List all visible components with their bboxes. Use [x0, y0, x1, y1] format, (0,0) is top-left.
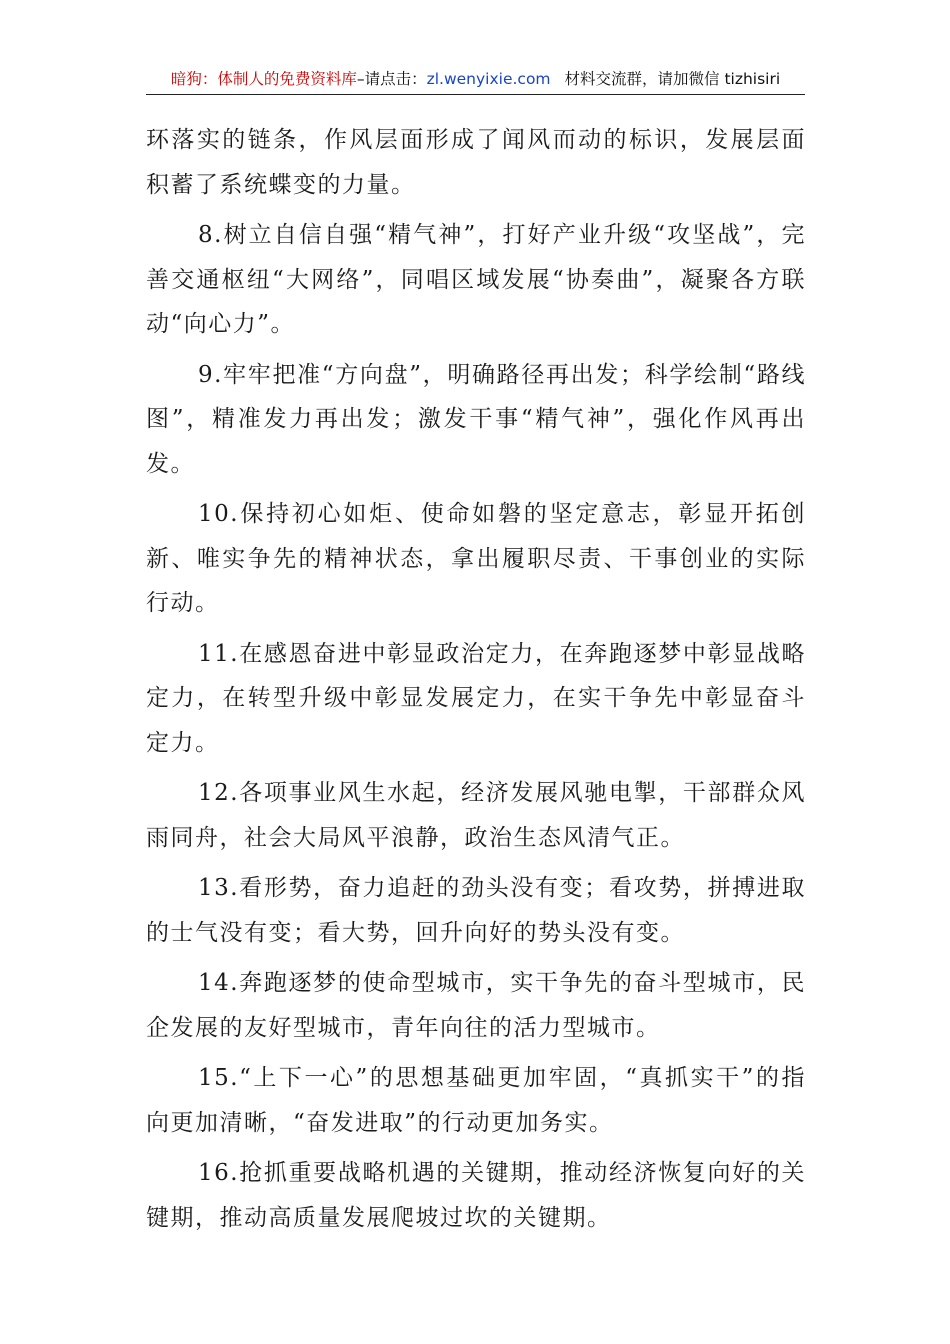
header-url-link[interactable]: zl.wenyixie.com — [426, 70, 551, 88]
paragraph-item-8: 8.树立自信自强“精气神”，打好产业升级“攻坚战”，完善交通枢纽“大网络”，同唱区域发展“协奏曲”，凝聚各方联动“向心力”。 — [146, 222, 806, 337]
paragraph-item-12: 12.各项事业风生水起，经济发展风驰电掣，干部群众风雨同舟，社会大局风平浪静，政治生态风清气正。 — [146, 780, 806, 851]
paragraph-item-11: 11.在感恩奋进中彰显政治定力，在奔跑逐梦中彰显战略定力，在转型升级中彰显发展定力，在实干争先中彰显奋斗定力。 — [146, 640, 806, 756]
paragraph-continuation: 环落实的链条，作风层面形成了闻风而动的标识，发展层面积蓄了系统蝶变的力量。 — [146, 127, 806, 198]
header-divider — [146, 94, 805, 95]
header-site-name: 暗狗：体制人的免费资料库 — [170, 70, 357, 88]
document-body — [146, 118, 806, 1246]
paragraph-item-15: 15.“上下一心”的思想基础更加牢固，“真抓实干”的指向更加清晰，“奋发进取”的行动更加务实。 — [146, 1065, 806, 1136]
paragraph-item-13: 13.看形势，奋力追赶的劲头没有变；看攻势，拼搏进取的士气没有变；看大势，回升向好的势头没有变。 — [146, 875, 806, 946]
paragraph-item-9: 9.牢牢把准“方向盘”，明确路径再出发；科学绘制“路线图”，精准发力再出发；激发干事“精气神”，强化作风再出发。 — [146, 361, 806, 477]
paragraph-item-14: 14.奔跑逐梦的使命型城市，实干争先的奋斗型城市，民企发展的友好型城市，青年向往的活力型城市。 — [146, 970, 806, 1041]
paragraph-item-16: 16.抢抓重要战略机遇的关键期，推动经济恢复向好的关键期，推动高质量发展爬坡过坎的关键期。 — [146, 1160, 806, 1231]
page-header — [146, 66, 805, 92]
header-wechat-note: 材料交流群，请加微信 tizhisiri — [564, 70, 781, 88]
header-click-prompt: –请点击： — [356, 70, 427, 88]
paragraph-item-10: 10.保持初心如炬、使命如磐的坚定意志，彰显开拓创新、唯实争先的精神状态，拿出履职尽责、干事创业的实际行动。 — [146, 501, 806, 616]
